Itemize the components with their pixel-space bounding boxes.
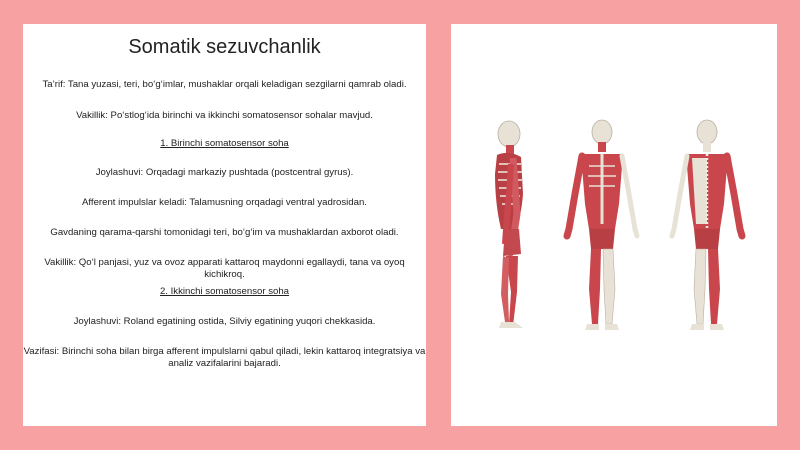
- slide-title: Somatik sezuvchanlik: [128, 36, 321, 58]
- section-1-contralateral: Gavdaning qarama-qarshi tomonidagi teri, bo‘g‘im va mushaklardan axborot oladi.: [50, 227, 399, 238]
- representation-text: Vakillik: Po‘stlog‘ida birinchi va ikkinchi somatosensor sohalar mavjud.: [76, 110, 373, 121]
- section-2-heading: 2. Ikkinchi somatosensor soha: [159, 286, 290, 297]
- section-1-heading: 1. Birinchi somatosensor soha: [160, 138, 289, 149]
- side-view-figure: [495, 121, 523, 328]
- section-2-location: Joylashuvi: Roland egatining ostida, Silviy egatining yuqori chekkasida.: [73, 316, 376, 327]
- section-2-function: Vazifasi: Birinchi soha bilan birga afferent impulslarni qabul qiladi, lekin kattaroq integratsiya va analiz vazifalarini bajaradi.: [23, 346, 426, 369]
- text-panel: [23, 24, 426, 426]
- definition-text: Ta’rif: Tana yuzasi, teri, bo‘g‘imlar, mushaklar orqali keladigan sezgilarni qamrab oladi.: [42, 79, 407, 90]
- section-1-location: Joylashuvi: Orqadagi markaziy pushtada (postcentral gyrus).: [95, 167, 354, 178]
- anatomy-illustration: [451, 24, 777, 426]
- front-view-figure: [567, 120, 637, 330]
- section-1-afferent: Afferent impulslar keladi: Talamusning orqadagi ventral yadrosidan.: [82, 197, 367, 208]
- section-1-representation: Vakillik: Qo‘l panjasi, yuz va ovoz apparati kattaroq maydonni egallaydi, tana va oyoq kichikroq.: [44, 257, 405, 280]
- anatomy-image-panel: [451, 24, 777, 426]
- back-view-figure: [672, 120, 742, 330]
